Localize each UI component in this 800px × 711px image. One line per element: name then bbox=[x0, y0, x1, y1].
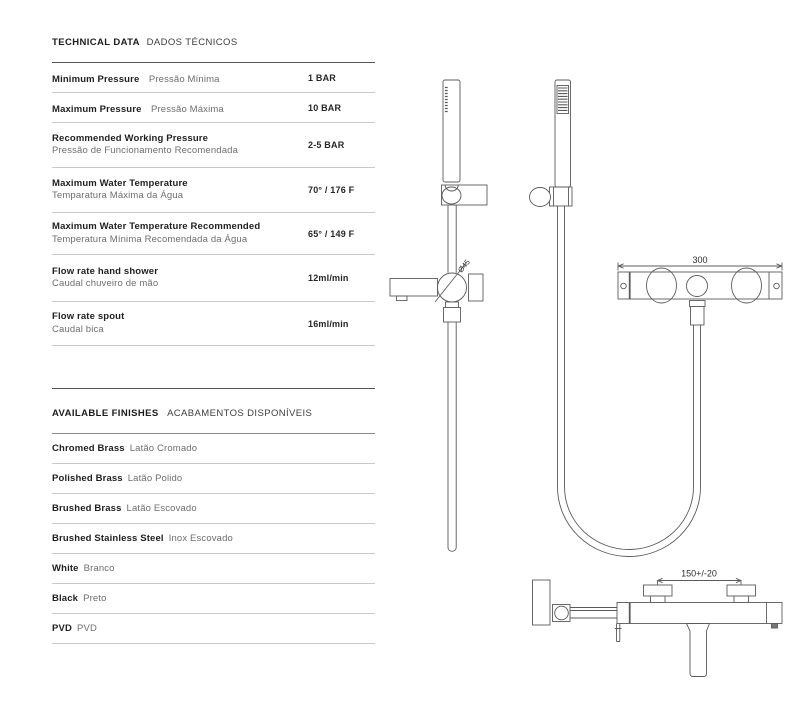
row-label-en: Flow rate hand shower bbox=[52, 265, 159, 277]
row-label bbox=[52, 311, 308, 336]
row-label-en: Maximum Pressure bbox=[52, 103, 142, 115]
finish-pt: PVD bbox=[76, 623, 97, 634]
table-row-recommended-working-pressure bbox=[52, 123, 375, 168]
row-label-pt: Temperatura Mínima Recomendada da Água bbox=[52, 233, 248, 245]
bracket-knob bbox=[555, 606, 569, 620]
row-label-pt: Pressão Máxima bbox=[150, 103, 224, 115]
available-finishes-title bbox=[52, 388, 375, 421]
finish-pt: Preto bbox=[83, 593, 107, 604]
row-label bbox=[52, 69, 308, 87]
row-label bbox=[52, 133, 308, 158]
table-row-flow-rate-hand-shower bbox=[52, 255, 375, 302]
finish-en: Black bbox=[52, 593, 79, 604]
row-value: 2-5 BAR bbox=[308, 140, 345, 150]
finish-row-polished-brass bbox=[52, 464, 375, 494]
diverter-handle bbox=[469, 274, 484, 301]
finish-en: Polished Brass bbox=[52, 473, 123, 484]
technical-data-title-pt: DADOS TÉCNICOS bbox=[146, 37, 238, 48]
inlet-flange-left bbox=[644, 585, 673, 596]
row-value: 70° / 176 F bbox=[308, 185, 355, 195]
row-label bbox=[52, 266, 308, 291]
finish-en: PVD bbox=[52, 623, 72, 634]
row-label-en: Recommended Working Pressure bbox=[52, 132, 209, 144]
finish-row-brushed-brass bbox=[52, 494, 375, 524]
finish-row-pvd bbox=[52, 614, 375, 644]
row-label-pt: Pressão de Funcionamento Recomendada bbox=[52, 145, 239, 156]
spout-front bbox=[687, 624, 710, 677]
spout bbox=[390, 279, 438, 297]
available-finishes-title-en: AVAILABLE FINISHES bbox=[52, 408, 159, 419]
hose-outline-outer bbox=[558, 206, 701, 557]
inlet-flange-right bbox=[727, 585, 756, 596]
support-arm bbox=[570, 608, 617, 619]
table-row-minimum-pressure bbox=[52, 63, 375, 93]
finish-row-chromed-brass bbox=[52, 434, 375, 464]
table-row-maximum-pressure bbox=[52, 93, 375, 123]
diverter-body bbox=[438, 273, 467, 302]
finish-pt: Latão Cromado bbox=[129, 443, 198, 454]
dimension-line bbox=[658, 581, 742, 585]
bar-width-label: 300 bbox=[692, 255, 708, 265]
row-value: 65° / 149 F bbox=[308, 228, 355, 239]
finish-en: Brushed Brass bbox=[52, 503, 122, 514]
mixer-body bbox=[617, 603, 782, 624]
available-finishes-table bbox=[52, 433, 375, 644]
technical-data-table bbox=[52, 62, 375, 346]
row-label bbox=[52, 178, 308, 203]
holder-knob bbox=[530, 188, 551, 207]
row-label-en: Minimum Pressure bbox=[52, 73, 140, 85]
table-row-maximum-water-temperature-recommended bbox=[52, 213, 375, 255]
row-label-pt: Caudal bica bbox=[52, 323, 104, 335]
spray-holes bbox=[445, 88, 448, 112]
finish-pt: Latão Escovado bbox=[126, 503, 197, 514]
finish-en: Brushed Stainless Steel bbox=[52, 533, 164, 544]
drawing-shower-rail-side-view bbox=[390, 80, 487, 551]
finish-pt: Branco bbox=[83, 563, 115, 574]
row-label-en: Maximum Water Temperature bbox=[52, 177, 188, 189]
hose-outline-inner bbox=[565, 206, 694, 550]
finish-row-brushed-stainless-steel bbox=[52, 524, 375, 554]
row-value: 12ml/min bbox=[308, 273, 349, 283]
rail-bracket bbox=[533, 580, 551, 625]
technical-data-title bbox=[52, 37, 375, 48]
finish-en: Chromed Brass bbox=[52, 443, 125, 454]
drawing-bath-mixer-front-view bbox=[533, 569, 783, 677]
row-label-pt: Pressão Mínima bbox=[148, 73, 220, 85]
row-value: 1 BAR bbox=[308, 72, 337, 83]
finish-pt: Inox Escovado bbox=[168, 533, 233, 544]
row-value: 16ml/min bbox=[308, 318, 349, 329]
row-label bbox=[52, 99, 308, 117]
table-row-flow-rate-spout bbox=[52, 302, 375, 346]
row-label bbox=[52, 221, 308, 246]
row-label-en: Flow rate spout bbox=[52, 311, 125, 322]
row-value: 10 BAR bbox=[308, 102, 342, 113]
diverter-diameter-label: Ø45 bbox=[456, 257, 472, 275]
finish-pt: Latão Polido bbox=[127, 473, 183, 484]
inlet-spacing-label: 150+/-20 bbox=[681, 568, 717, 579]
table-row-maximum-water-temperature bbox=[52, 168, 375, 213]
hose-fitting bbox=[691, 307, 705, 326]
available-finishes-title-pt: ACABAMENTOS DISPONÍVEIS bbox=[167, 408, 313, 419]
diverter-lever bbox=[615, 624, 622, 642]
technical-data-title-en: TECHNICAL DATA bbox=[52, 37, 140, 48]
drawing-shower-bar-top-view bbox=[618, 255, 782, 325]
finish-row-white bbox=[52, 554, 375, 584]
finish-row-black bbox=[52, 584, 375, 614]
outlet-knob bbox=[687, 276, 708, 297]
slider-knob bbox=[442, 187, 461, 204]
technical-drawings bbox=[380, 60, 800, 711]
row-label-pt: Caudal chuveiro de mão bbox=[52, 278, 159, 289]
drawing-hand-shower-with-hose bbox=[530, 80, 701, 557]
row-label-en: Maximum Water Temperature Recommended bbox=[52, 221, 261, 232]
row-label-pt: Temparatura Máxima da Água bbox=[52, 190, 184, 201]
finish-en: White bbox=[52, 563, 79, 574]
